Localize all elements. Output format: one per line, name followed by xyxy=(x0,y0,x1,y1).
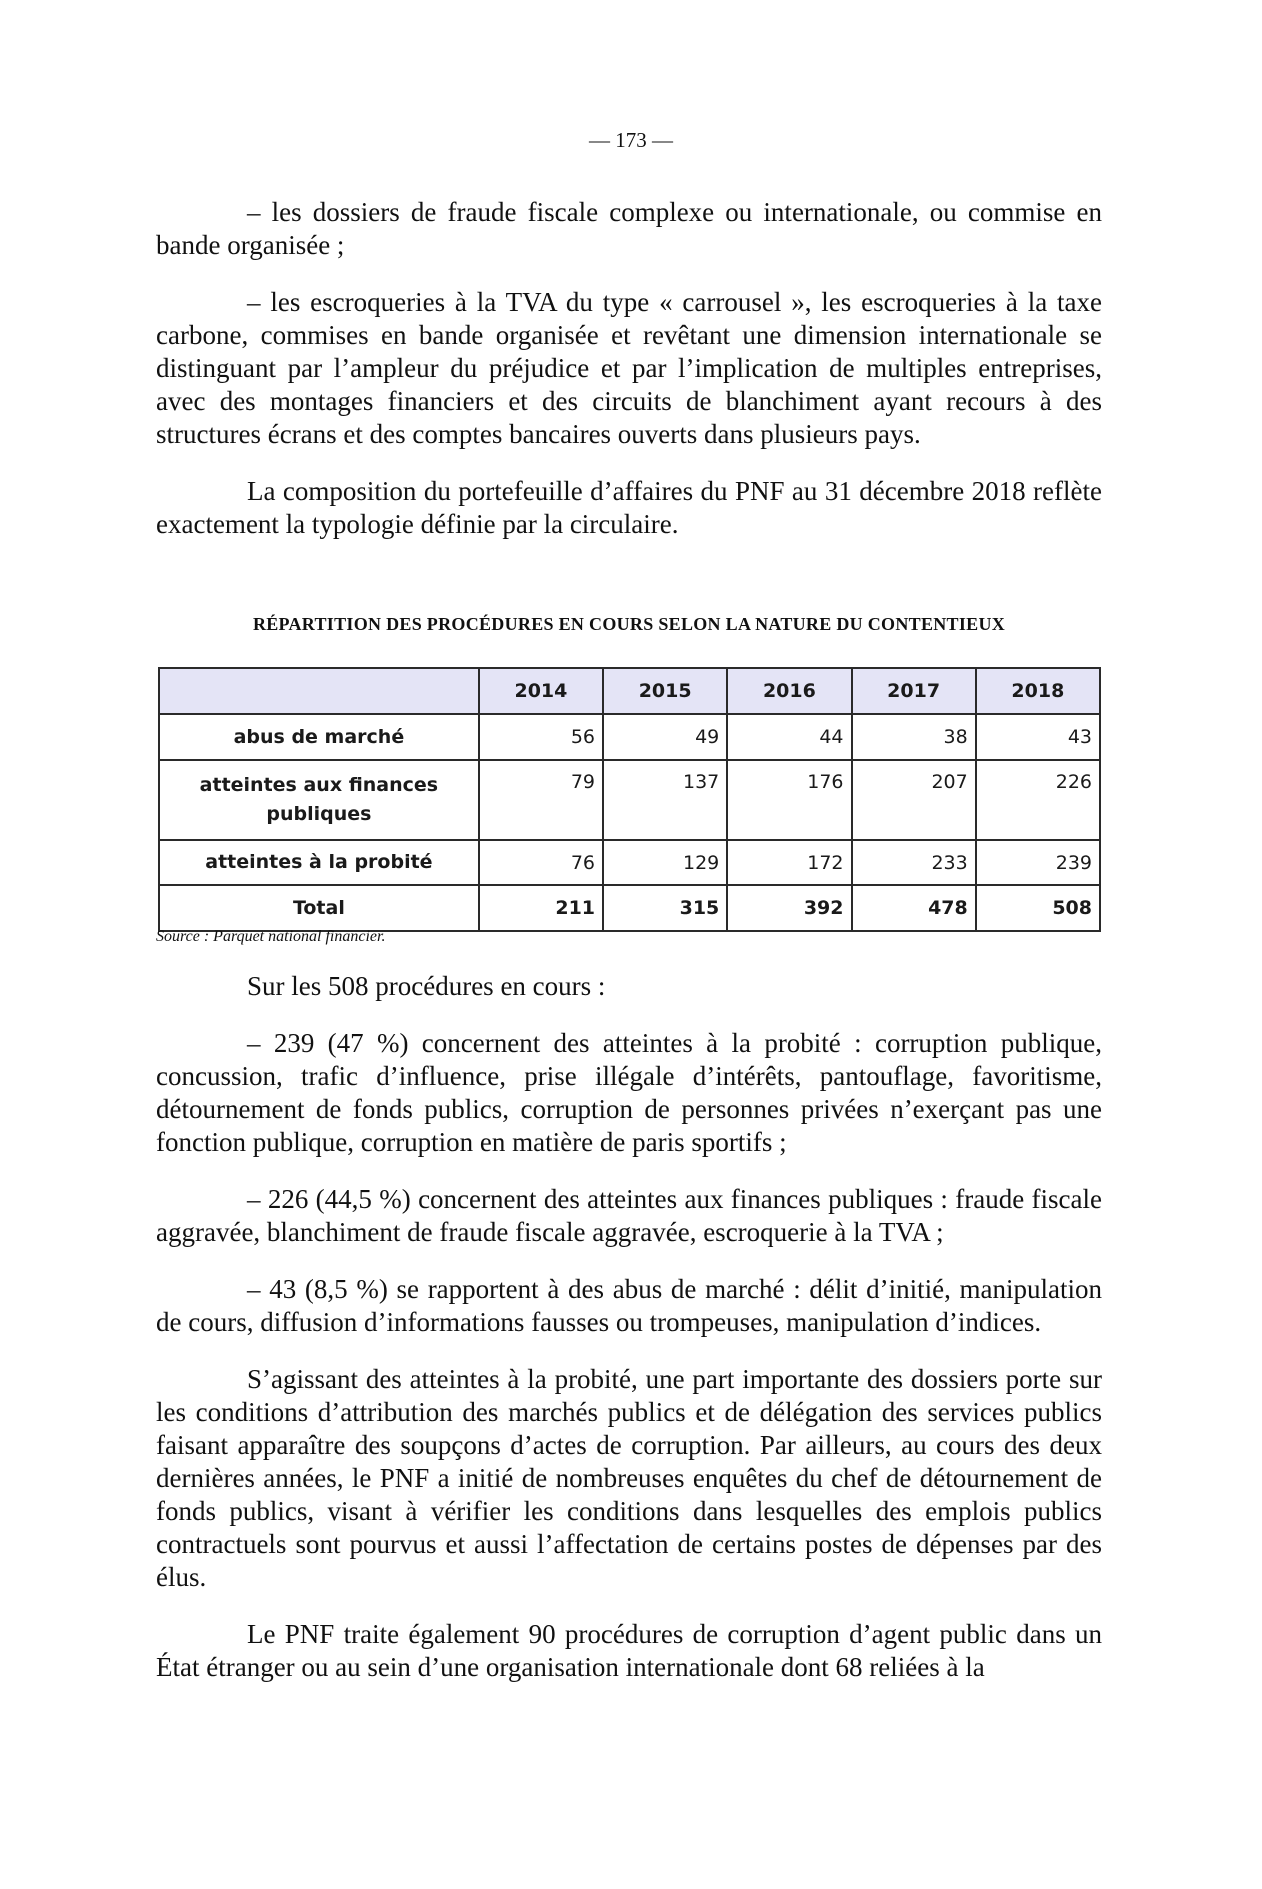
table-cell: 43 xyxy=(976,714,1100,760)
year-header: 2016 xyxy=(727,668,851,714)
table-cell: 315 xyxy=(603,885,727,931)
paragraph: Le PNF traite également 90 procédures de corruption d’agent public dans un État étranger ou au sein d’une organisation internationale dont 68 reliées à la xyxy=(156,1619,1102,1682)
table-title: RÉPARTITION DES PROCÉDURES EN COURS SELON LA NATURE DU CONTENTIEUX xyxy=(252,614,1006,634)
table-cell: 176 xyxy=(727,760,851,840)
paragraph: – 239 (47 %) concernent des atteintes à la probité : corruption publique, concussion, trafic d’influence, prise illégale d’intérêts, pantouflage, favoritisme, détournement de fonds publics, corruption de personnes privées n’exerçant pas une fonction publique, corruption en matière de paris sportifs ; xyxy=(156,1028,1102,1157)
table-cell: 129 xyxy=(603,840,727,885)
table-cell: 56 xyxy=(479,714,603,760)
paragraph: Sur les 508 procédures en cours : xyxy=(247,971,606,1001)
table-cell: 38 xyxy=(852,714,976,760)
year-header: 2018 xyxy=(976,668,1100,714)
paragraph: – les escroqueries à la TVA du type « carrousel », les escroqueries à la taxe carbone, commises en bande organisée et revêtant une dimension internationale se distinguant par l’ampleur du préjudice et par l’implication de multiples entreprises, avec des montages financiers et des circuits de blanchiment ayant recours à des structures écrans et des comptes bancaires ouverts dans plusieurs pays. xyxy=(156,287,1102,449)
procedures-table xyxy=(158,667,1101,932)
paragraph: – 226 (44,5 %) concernent des atteintes aux finances publiques : fraude fiscale aggravée, blanchiment de fraude fiscale aggravée, escroquerie à la TVA ; xyxy=(156,1184,1102,1247)
table-cell: 226 xyxy=(976,760,1100,840)
table-row xyxy=(159,714,1100,760)
table-cell: 49 xyxy=(603,714,727,760)
table-cell: 508 xyxy=(976,885,1100,931)
paragraph: La composition du portefeuille d’affaires du PNF au 31 décembre 2018 reflète exactement la typologie définie par la circulaire. xyxy=(156,476,1102,539)
table-cell: 137 xyxy=(603,760,727,840)
page-number: — 173 — xyxy=(589,128,673,152)
source-note: Source : Parquet national financier. xyxy=(156,928,386,945)
table-cell: 207 xyxy=(852,760,976,840)
table-cell: 44 xyxy=(727,714,851,760)
table-cell: 76 xyxy=(479,840,603,885)
year-header: 2017 xyxy=(852,668,976,714)
body-text-top xyxy=(156,196,1102,565)
table-cell: 172 xyxy=(727,840,851,885)
table-header-row xyxy=(159,668,1100,714)
row-label: Total xyxy=(159,885,479,931)
table-row xyxy=(159,760,1100,840)
table-row xyxy=(159,840,1100,885)
paragraph: S’agissant des atteintes à la probité, une part importante des dossiers porte sur les conditions d’attribution des marchés publics et de délégation des services publics faisant apparaître des soupçons d’actes de corruption. Par ailleurs, au cours des deux dernières années, le PNF a initié de nombreuses enquêtes du chef de détournement de fonds publics, visant à vérifier les conditions dans lesquelles des emplois publics contractuels sont pourvus et aussi l’affectation de certains postes de dépenses par des élus. xyxy=(156,1364,1102,1592)
paragraph: – 43 (8,5 %) se rapportent à des abus de marché : délit d’initié, manipulation de cours, diffusion d’informations fausses ou trompeuses, manipulation d’indices. xyxy=(156,1274,1102,1337)
table-cell: 211 xyxy=(479,885,603,931)
row-label: atteintes aux finances publiques xyxy=(159,760,479,840)
body-text-bottom xyxy=(156,970,1102,1708)
table-cell: 79 xyxy=(479,760,603,840)
year-header: 2014 xyxy=(479,668,603,714)
year-header: 2015 xyxy=(603,668,727,714)
table-cell: 233 xyxy=(852,840,976,885)
paragraph: – les dossiers de fraude fiscale complexe ou internationale, ou commise en bande organisée ; xyxy=(156,197,1102,260)
table-cell: 478 xyxy=(852,885,976,931)
row-label: abus de marché xyxy=(159,714,479,760)
table-header-corner xyxy=(159,668,479,714)
table-cell: 239 xyxy=(976,840,1100,885)
table-cell: 392 xyxy=(727,885,851,931)
row-label: atteintes à la probité xyxy=(159,840,479,885)
table-total-row xyxy=(159,885,1100,931)
